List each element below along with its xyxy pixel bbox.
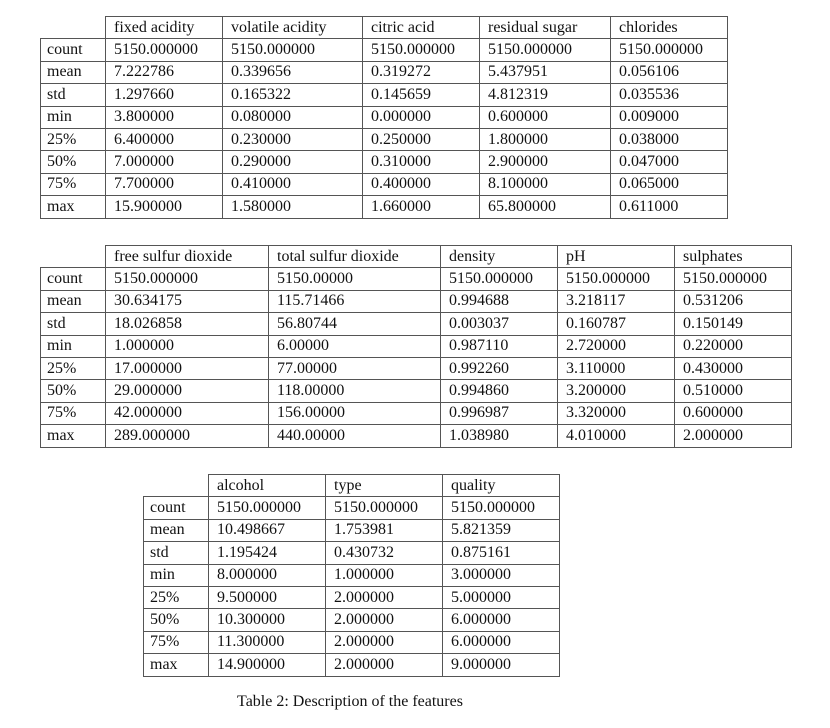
table-cell: 0.994860	[441, 380, 558, 402]
table-row	[41, 84, 728, 106]
table-cell: 5150.000000	[480, 39, 611, 61]
row-label: min	[144, 564, 209, 586]
table-cell: 2.000000	[326, 586, 443, 608]
table-cell: 115.71466	[269, 290, 441, 312]
column-header: quality	[443, 475, 560, 497]
table-cell: 7.000000	[106, 151, 223, 173]
table-cell: 289.000000	[106, 425, 269, 447]
table-cell: 0.310000	[363, 151, 480, 173]
table-cell: 440.00000	[269, 425, 441, 447]
table-cell: 9.000000	[443, 654, 560, 676]
table-cell: 0.220000	[675, 335, 792, 357]
table-row	[144, 564, 560, 586]
table-cell: 0.003037	[441, 313, 558, 335]
table-row	[144, 631, 560, 653]
table-cell: 0.009000	[611, 106, 728, 128]
table-cell: 0.035536	[611, 84, 728, 106]
header-row	[144, 475, 560, 497]
table-row	[41, 61, 728, 83]
column-header: residual sugar	[480, 17, 611, 39]
row-label: count	[144, 497, 209, 519]
table-cell: 3.218117	[558, 290, 675, 312]
table-cell: 0.987110	[441, 335, 558, 357]
row-label: min	[41, 335, 106, 357]
table-cell: 0.080000	[223, 106, 363, 128]
table-cell: 15.900000	[106, 196, 223, 218]
column-header: pH	[558, 246, 675, 268]
table-cell: 17.000000	[106, 357, 269, 379]
table-cell: 1.297660	[106, 84, 223, 106]
table-cell: 0.038000	[611, 128, 728, 150]
column-header: alcohol	[209, 475, 326, 497]
features-table-3	[143, 474, 560, 677]
column-header: free sulfur dioxide	[106, 246, 269, 268]
table-cell: 0.000000	[363, 106, 480, 128]
table-cell: 77.00000	[269, 357, 441, 379]
table-cell: 6.000000	[443, 631, 560, 653]
table-cell: 0.410000	[223, 173, 363, 195]
row-label: max	[144, 654, 209, 676]
table-cell: 2.900000	[480, 151, 611, 173]
column-header: volatile acidity	[223, 17, 363, 39]
table-cell: 2.720000	[558, 335, 675, 357]
column-header: chlorides	[611, 17, 728, 39]
corner-cell	[144, 475, 209, 497]
table-cell: 1.000000	[106, 335, 269, 357]
row-label: 75%	[41, 173, 106, 195]
row-label: count	[41, 268, 106, 290]
row-label: 50%	[41, 151, 106, 173]
row-label: count	[41, 39, 106, 61]
table-cell: 3.110000	[558, 357, 675, 379]
column-header: type	[326, 475, 443, 497]
column-header: sulphates	[675, 246, 792, 268]
table-cell: 18.026858	[106, 313, 269, 335]
table-row	[41, 357, 792, 379]
table-cell: 5150.000000	[106, 39, 223, 61]
table-cell: 0.230000	[223, 128, 363, 150]
table-cell: 5150.000000	[363, 39, 480, 61]
table-cell: 6.000000	[443, 609, 560, 631]
row-label: mean	[41, 61, 106, 83]
table-cell: 0.047000	[611, 151, 728, 173]
table-cell: 5150.000000	[675, 268, 792, 290]
table-caption: Table 2: Description of the features	[237, 693, 463, 710]
table-cell: 4.812319	[480, 84, 611, 106]
table-row	[41, 313, 792, 335]
table-row	[41, 173, 728, 195]
table-cell: 30.634175	[106, 290, 269, 312]
row-label: 25%	[144, 586, 209, 608]
corner-cell	[41, 246, 106, 268]
table-cell: 118.00000	[269, 380, 441, 402]
table-cell: 3.000000	[443, 564, 560, 586]
table-cell: 7.222786	[106, 61, 223, 83]
table-cell: 1.580000	[223, 196, 363, 218]
row-label: max	[41, 425, 106, 447]
table-cell: 5150.000000	[441, 268, 558, 290]
features-table-2	[40, 245, 792, 448]
header-row	[41, 246, 792, 268]
table-cell: 0.430732	[326, 542, 443, 564]
table-row	[41, 402, 792, 424]
table-cell: 2.000000	[675, 425, 792, 447]
table-cell: 56.80744	[269, 313, 441, 335]
table-cell: 0.145659	[363, 84, 480, 106]
table-cell: 1.800000	[480, 128, 611, 150]
row-label: 50%	[41, 380, 106, 402]
table-row	[41, 106, 728, 128]
column-header: density	[441, 246, 558, 268]
table-cell: 0.430000	[675, 357, 792, 379]
table-cell: 65.800000	[480, 196, 611, 218]
row-label: 50%	[144, 609, 209, 631]
table-row	[144, 586, 560, 608]
features-table-1	[40, 16, 728, 219]
table-cell: 11.300000	[209, 631, 326, 653]
table-row	[144, 609, 560, 631]
table-cell: 3.800000	[106, 106, 223, 128]
table-cell: 0.250000	[363, 128, 480, 150]
table-cell: 1.038980	[441, 425, 558, 447]
table-cell: 156.00000	[269, 402, 441, 424]
table-cell: 5.000000	[443, 586, 560, 608]
table-cell: 0.056106	[611, 61, 728, 83]
table-cell: 9.500000	[209, 586, 326, 608]
table-row	[41, 196, 728, 218]
table-cell: 5150.000000	[443, 497, 560, 519]
table-cell: 5150.000000	[106, 268, 269, 290]
table-cell: 0.160787	[558, 313, 675, 335]
row-label: mean	[41, 290, 106, 312]
table-cell: 8.100000	[480, 173, 611, 195]
table-row	[41, 425, 792, 447]
table-row	[41, 151, 728, 173]
table-cell: 5150.000000	[611, 39, 728, 61]
table-cell: 4.010000	[558, 425, 675, 447]
table-cell: 6.400000	[106, 128, 223, 150]
table-cell: 0.510000	[675, 380, 792, 402]
table-cell: 5150.00000	[269, 268, 441, 290]
header-row	[41, 17, 728, 39]
table-cell: 0.150149	[675, 313, 792, 335]
table-cell: 5.821359	[443, 519, 560, 541]
table-cell: 0.875161	[443, 542, 560, 564]
table-row	[41, 380, 792, 402]
table-cell: 1.753981	[326, 519, 443, 541]
column-header: citric acid	[363, 17, 480, 39]
column-header: fixed acidity	[106, 17, 223, 39]
table-cell: 10.498667	[209, 519, 326, 541]
table-cell: 1.195424	[209, 542, 326, 564]
table-cell: 10.300000	[209, 609, 326, 631]
row-label: std	[41, 84, 106, 106]
table-cell: 5150.000000	[209, 497, 326, 519]
table-cell: 0.600000	[480, 106, 611, 128]
table-cell: 5150.000000	[326, 497, 443, 519]
table-cell: 8.000000	[209, 564, 326, 586]
table-cell: 0.531206	[675, 290, 792, 312]
table-cell: 0.065000	[611, 173, 728, 195]
table-row	[41, 128, 728, 150]
row-label: 75%	[144, 631, 209, 653]
table-row	[41, 39, 728, 61]
table-cell: 0.290000	[223, 151, 363, 173]
table-cell: 3.320000	[558, 402, 675, 424]
table-cell: 5150.000000	[223, 39, 363, 61]
row-label: std	[144, 542, 209, 564]
column-header: total sulfur dioxide	[269, 246, 441, 268]
row-label: 75%	[41, 402, 106, 424]
table-cell: 3.200000	[558, 380, 675, 402]
table-cell: 6.00000	[269, 335, 441, 357]
table-cell: 0.992260	[441, 357, 558, 379]
table-cell: 5150.000000	[558, 268, 675, 290]
row-label: min	[41, 106, 106, 128]
table-cell: 0.611000	[611, 196, 728, 218]
table-cell: 2.000000	[326, 631, 443, 653]
table-row	[41, 290, 792, 312]
row-label: max	[41, 196, 106, 218]
table-cell: 0.994688	[441, 290, 558, 312]
table-cell: 14.900000	[209, 654, 326, 676]
table-cell: 0.165322	[223, 84, 363, 106]
table-cell: 0.600000	[675, 402, 792, 424]
table-cell: 2.000000	[326, 654, 443, 676]
table-cell: 0.996987	[441, 402, 558, 424]
table-cell: 42.000000	[106, 402, 269, 424]
table-cell: 1.000000	[326, 564, 443, 586]
table-row	[144, 497, 560, 519]
table-cell: 5.437951	[480, 61, 611, 83]
row-label: 25%	[41, 357, 106, 379]
row-label: std	[41, 313, 106, 335]
row-label: 25%	[41, 128, 106, 150]
table-cell: 0.339656	[223, 61, 363, 83]
table-cell: 2.000000	[326, 609, 443, 631]
table-cell: 29.000000	[106, 380, 269, 402]
table-cell: 0.400000	[363, 173, 480, 195]
table-cell: 0.319272	[363, 61, 480, 83]
row-label: mean	[144, 519, 209, 541]
table-cell: 7.700000	[106, 173, 223, 195]
table-row	[41, 268, 792, 290]
table-cell: 1.660000	[363, 196, 480, 218]
table-row	[41, 335, 792, 357]
table-row	[144, 519, 560, 541]
table-row	[144, 654, 560, 676]
corner-cell	[41, 17, 106, 39]
table-row	[144, 542, 560, 564]
